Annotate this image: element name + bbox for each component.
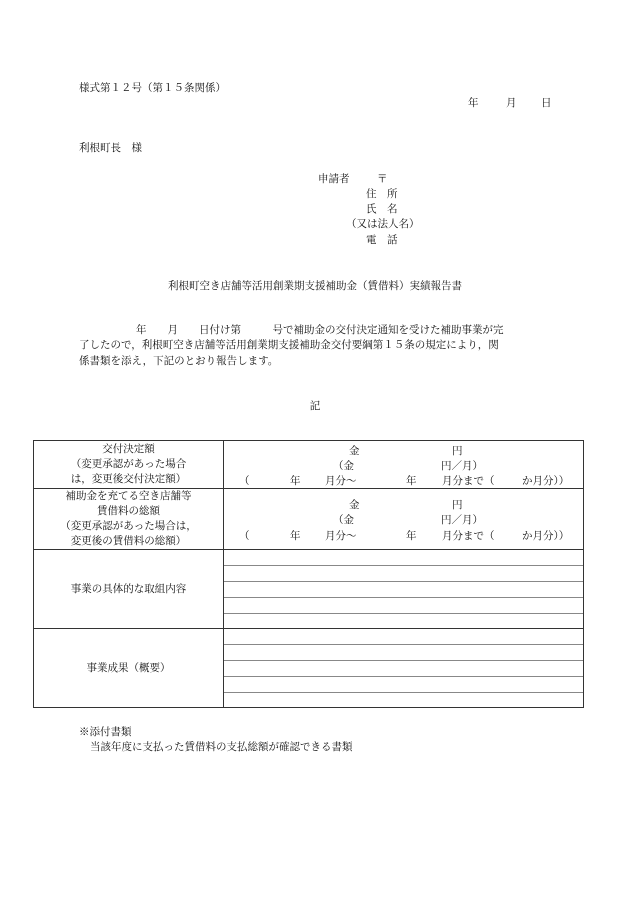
results-summary-label: 事業成果（概要） — [34, 629, 224, 708]
attachments-heading: ※添付書類 — [79, 726, 132, 738]
body-line-1: 年 月 日付け第 号で補助金の交付決定通知を受けた補助事業が完 — [136, 324, 504, 336]
table-row — [34, 550, 584, 629]
applicant-label: 申請者 — [318, 173, 350, 185]
body-line-3: 係書類を添え，下記のとおり報告します。 — [79, 355, 279, 367]
table-row — [34, 489, 584, 550]
corp-note: （又は法人名） — [346, 218, 420, 230]
form-number: 様式第１２号（第１５条関係） — [79, 82, 226, 94]
document-title: 利根町空き店舗等活用創業期支援補助金（賃借料）実績報告書 — [168, 280, 462, 292]
phone-label: 電 話 — [366, 234, 398, 246]
report-table — [33, 440, 584, 708]
name-label: 氏 名 — [366, 203, 398, 215]
activity-content-field[interactable] — [224, 550, 584, 629]
results-summary-field[interactable] — [224, 629, 584, 708]
attachments-item: 当該年度に支払った賃借料の支払総額が確認できる書類 — [90, 741, 353, 753]
table-row — [34, 629, 584, 708]
rent-total-label: 補助金を充てる空き店舗等 賃借料の総額 （変更承認があった場合は， 変更後の賃借料の総額） — [34, 489, 224, 550]
rent-total-value[interactable]: 金 円 （金 円／月） （ 年 月分～ 年 月分まで（ か月分）） — [224, 489, 584, 550]
date-day: 日 — [541, 97, 552, 109]
address-label: 住 所 — [366, 188, 398, 200]
activity-content-label: 事業の具体的な取組内容 — [34, 550, 224, 629]
body-line-2: 了したので，利根町空き店舗等活用創業期支援補助金交付要綱第１５条の規定により，関 — [79, 339, 499, 351]
addressee: 利根町長 様 — [79, 142, 142, 154]
grant-amount-value[interactable]: 金 円 （金 円／月） （ 年 月分～ 年 月分まで（ か月分）） — [224, 441, 584, 489]
postal-mark: 〒 — [377, 173, 388, 185]
table-row — [34, 441, 584, 489]
date-month: 月 — [506, 97, 517, 109]
grant-amount-label: 交付決定額 （変更承認があった場合 は，変更後交付決定額） — [34, 441, 224, 489]
date-year: 年 — [468, 97, 479, 109]
ki-mark: 記 — [309, 400, 321, 412]
